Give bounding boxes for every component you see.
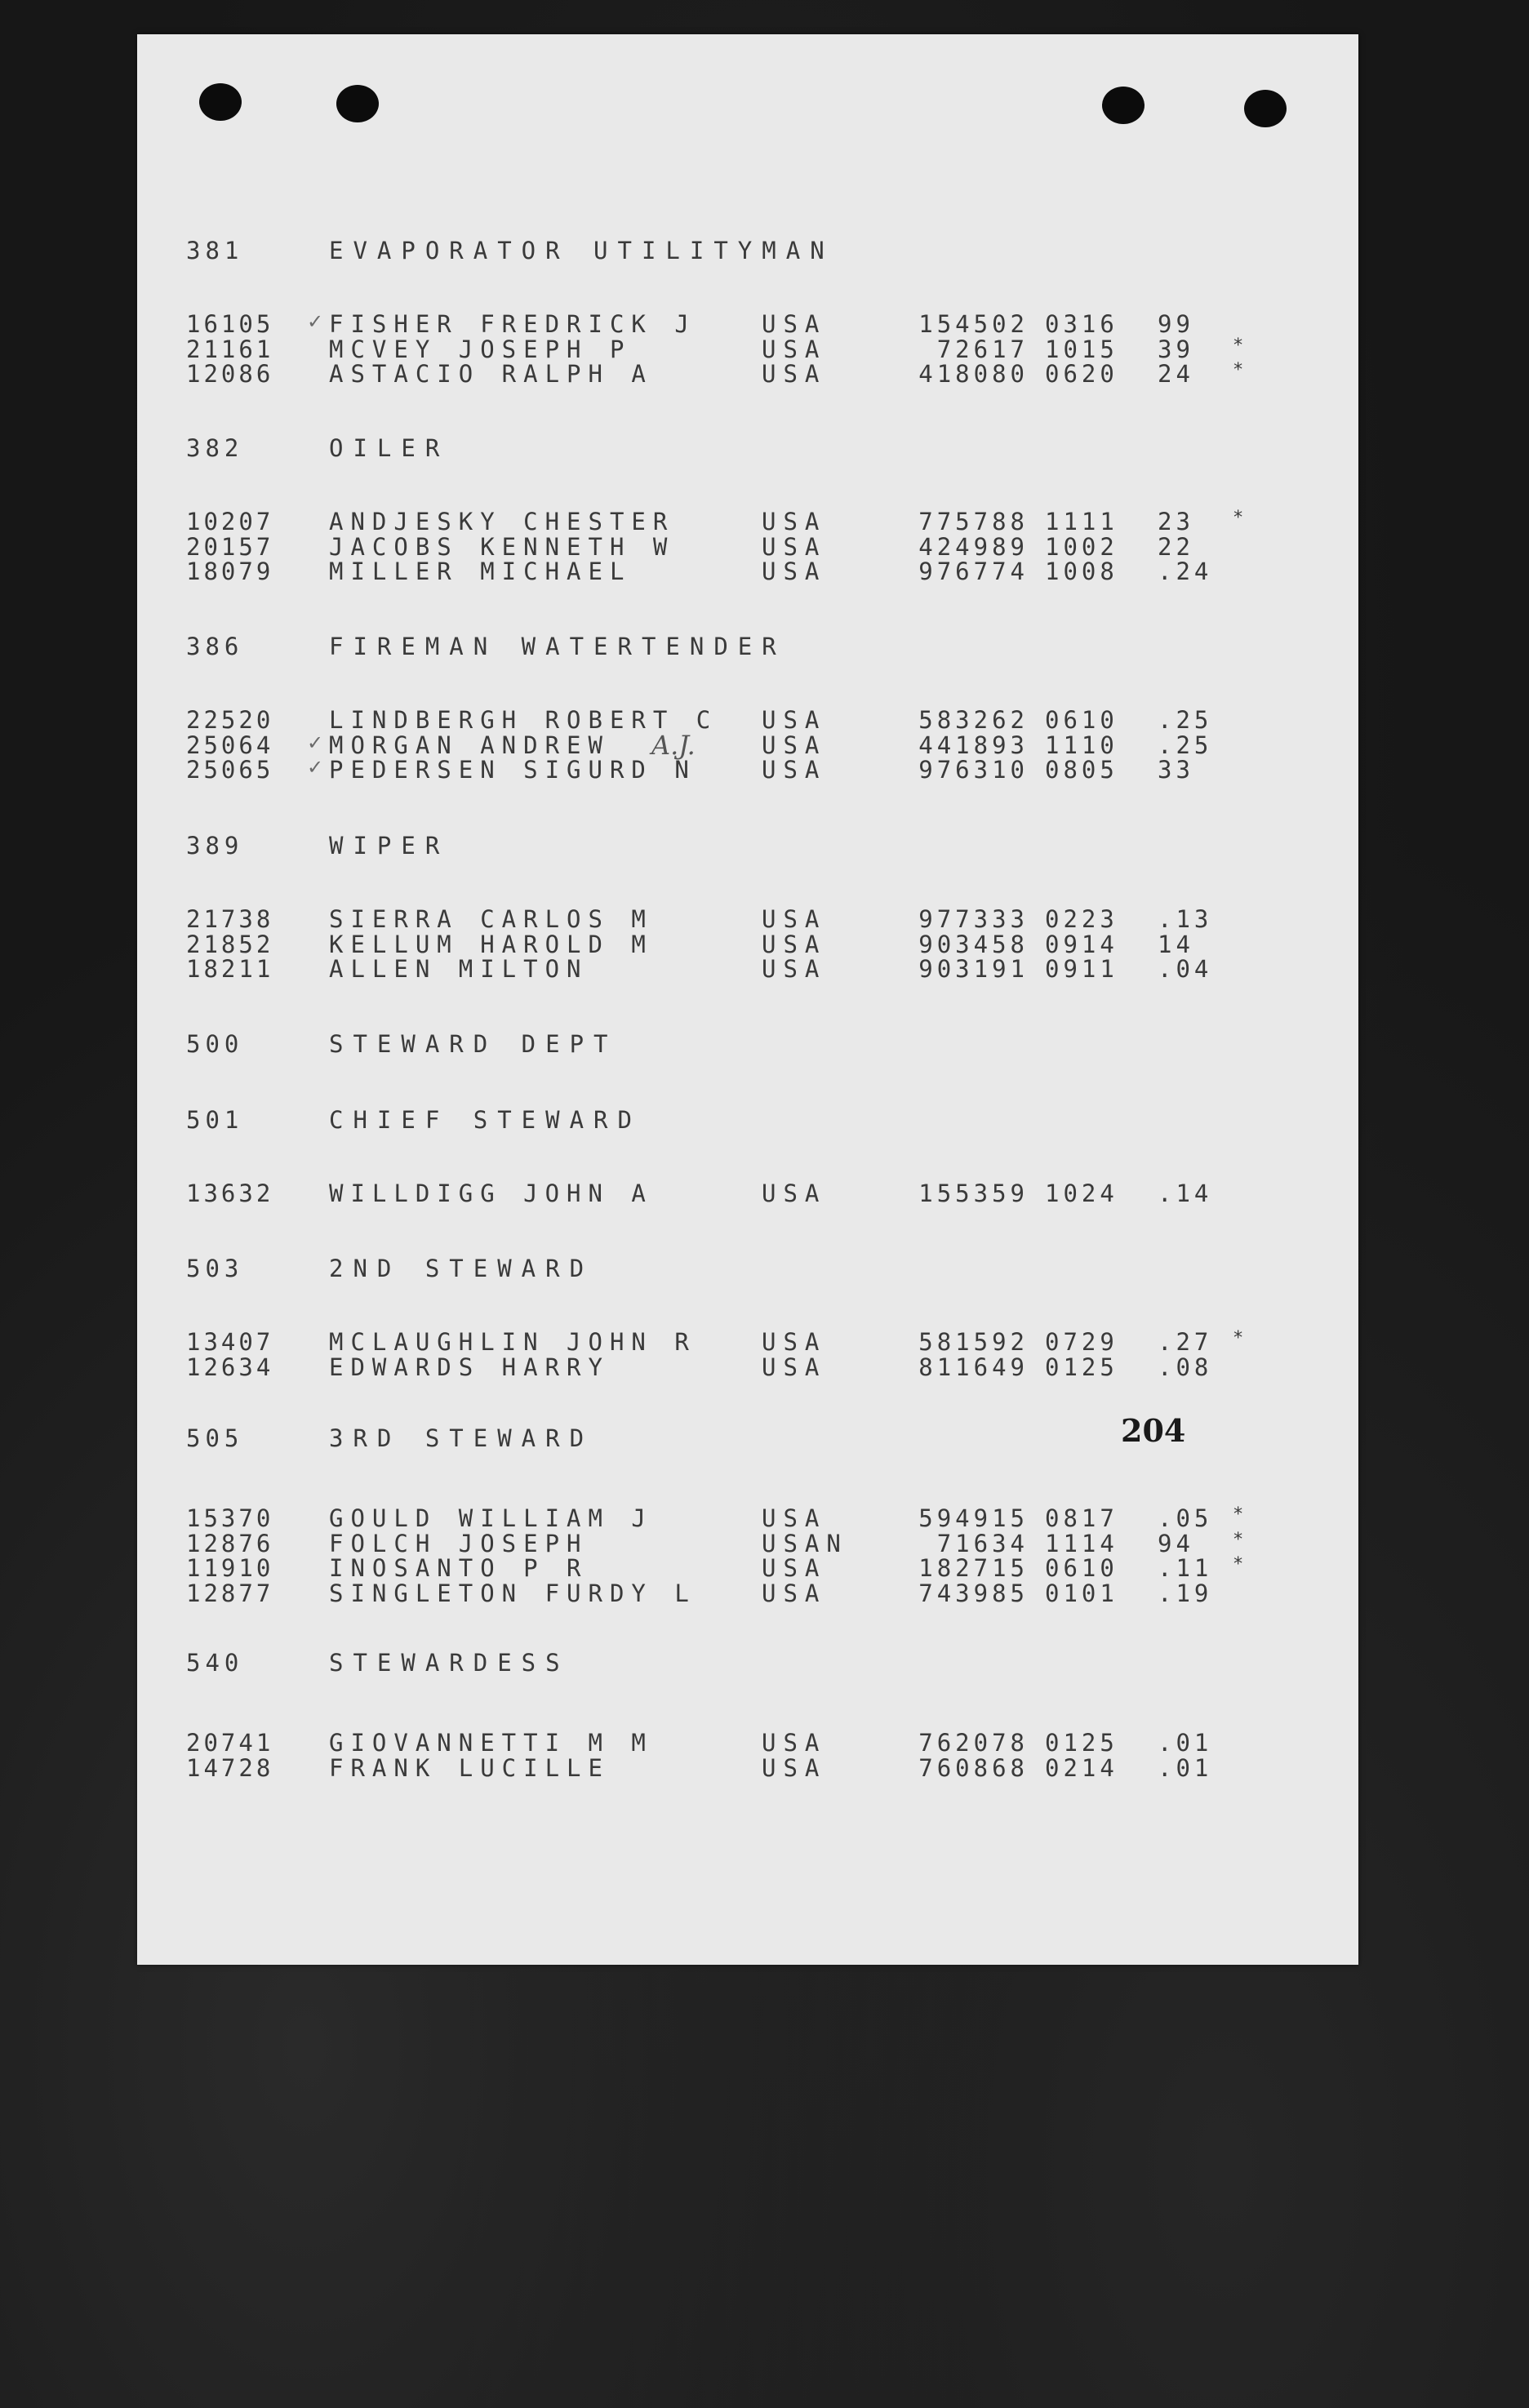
citizenship: USA: [762, 532, 827, 561]
citizenship: USA: [762, 310, 827, 338]
date-code: 1114: [1045, 1529, 1118, 1557]
citizenship: USA: [762, 905, 827, 933]
document-number: 182715: [918, 1554, 1029, 1582]
section-title: 2ND STEWARD: [329, 1255, 594, 1282]
crew-name: FOLCH JOSEPH: [329, 1529, 589, 1557]
crew-name: MORGAN ANDREW: [329, 731, 610, 759]
handwritten-note: A.J.: [651, 730, 696, 761]
crew-name: MILLER MICHAEL: [329, 558, 632, 585]
crew-name: SINGLETON FURDY L: [329, 1579, 696, 1607]
crew-id: 13632: [186, 1180, 274, 1207]
crew-name: ANDJESKY CHESTER: [329, 508, 675, 535]
section-title: WIPER: [329, 832, 450, 860]
section-title: STEWARD DEPT: [329, 1030, 618, 1058]
document-number: 71634: [936, 1529, 1029, 1557]
section-title: STEWARDESS: [329, 1649, 570, 1677]
section-code: 501: [186, 1106, 244, 1134]
citizenship: USA: [762, 1579, 827, 1607]
crew-id: 21738: [186, 905, 274, 933]
date-code: 0610: [1045, 1554, 1118, 1582]
date-code: 0620: [1045, 360, 1118, 388]
document-number: 903191: [918, 955, 1029, 983]
date-code: 0817: [1045, 1504, 1118, 1532]
crew-id: 12876: [186, 1529, 274, 1557]
crew-id: 12634: [186, 1353, 274, 1381]
document-number: 581592: [918, 1328, 1029, 1356]
crew-name: MCLAUGHLIN JOHN R: [329, 1328, 696, 1356]
crew-id: 25065: [186, 756, 274, 784]
crew-name: INOSANTO P R: [329, 1554, 589, 1582]
crew-name: EDWARDS HARRY: [329, 1353, 610, 1381]
date-code: 0214: [1045, 1753, 1118, 1782]
crew-name: GOULD WILLIAM J: [329, 1504, 653, 1532]
document-number: 155359: [918, 1180, 1029, 1207]
section-title: 3RD STEWARD: [329, 1424, 594, 1452]
citizenship: USA: [762, 360, 827, 388]
date-code: 1002: [1045, 532, 1118, 561]
date-code: 0223: [1045, 905, 1118, 933]
asterisk-mark: *: [1233, 1529, 1244, 1550]
document-number: 977333: [918, 905, 1029, 933]
crew-name: ASTACIO RALPH A: [329, 360, 653, 388]
crew-id: 13407: [186, 1328, 274, 1356]
document-number: 743985: [918, 1579, 1029, 1607]
crew-name: ALLEN MILTON: [329, 955, 589, 983]
document-number: 441893: [918, 731, 1029, 759]
check-mark-icon: ✓: [307, 756, 324, 779]
section-code: 381: [186, 237, 244, 264]
citizenship: USA: [762, 1753, 827, 1782]
document-number: 72617: [936, 335, 1029, 363]
date-code: 0125: [1045, 1353, 1118, 1381]
crew-name: GIOVANNETTI M M: [329, 1729, 653, 1757]
document-number: 903458: [918, 930, 1029, 958]
rating-value: 14: [1158, 930, 1194, 958]
crew-name: SIERRA CARLOS M: [329, 905, 653, 933]
section-code: 500: [186, 1030, 244, 1058]
citizenship: USA: [762, 1353, 827, 1381]
date-code: 0316: [1045, 310, 1118, 338]
rating-value: .05: [1158, 1504, 1213, 1532]
asterisk-mark: *: [1233, 1554, 1244, 1575]
rating-value: .08: [1158, 1353, 1213, 1381]
citizenship: USA: [762, 706, 827, 734]
citizenship: USA: [762, 508, 827, 535]
rating-value: 39: [1158, 335, 1194, 363]
typed-document-page: [137, 34, 1358, 1965]
section-title: EVAPORATOR UTILITYMAN: [329, 237, 834, 264]
document-number: 976774: [918, 558, 1029, 585]
check-mark-icon: ✓: [307, 310, 324, 333]
asterisk-mark: *: [1233, 508, 1244, 528]
rating-value: 33: [1158, 756, 1194, 784]
crew-listing: [137, 34, 1358, 1965]
asterisk-mark: *: [1233, 1328, 1244, 1348]
document-number: 583262: [918, 706, 1029, 734]
rating-value: .14: [1158, 1180, 1213, 1207]
date-code: 0610: [1045, 706, 1118, 734]
rating-value: 99: [1158, 310, 1194, 338]
date-code: 1024: [1045, 1180, 1118, 1207]
date-code: 1008: [1045, 558, 1118, 585]
rating-value: .13: [1158, 905, 1213, 933]
crew-id: 20741: [186, 1729, 274, 1757]
document-number: 811649: [918, 1353, 1029, 1381]
citizenship: USA: [762, 756, 827, 784]
crew-id: 10207: [186, 508, 274, 535]
citizenship: USA: [762, 955, 827, 983]
citizenship: USA: [762, 1328, 827, 1356]
crew-name: FISHER FREDRICK J: [329, 310, 696, 338]
crew-id: 12877: [186, 1579, 274, 1607]
rating-value: .01: [1158, 1729, 1213, 1757]
check-mark-icon: ✓: [307, 731, 324, 754]
rating-value: 23: [1158, 508, 1194, 535]
citizenship: USAN: [762, 1529, 848, 1557]
crew-id: 22520: [186, 706, 274, 734]
crew-name: JACOBS KENNETH W: [329, 532, 675, 561]
crew-name: KELLUM HAROLD M: [329, 930, 653, 958]
date-code: 0914: [1045, 930, 1118, 958]
section-title: FIREMAN WATERTENDER: [329, 633, 786, 660]
rating-value: 22: [1158, 532, 1194, 561]
section-title: CHIEF STEWARD: [329, 1106, 642, 1134]
crew-name: WILLDIGG JOHN A: [329, 1180, 653, 1207]
date-code: 0125: [1045, 1729, 1118, 1757]
rating-value: .25: [1158, 731, 1213, 759]
rating-value: .24: [1158, 558, 1213, 585]
section-code: 503: [186, 1255, 244, 1282]
section-code: 505: [186, 1424, 244, 1452]
document-number: 775788: [918, 508, 1029, 535]
crew-name: LINDBERGH ROBERT C: [329, 706, 718, 734]
rating-value: 94: [1158, 1529, 1194, 1557]
asterisk-mark: *: [1233, 335, 1244, 356]
rating-value: .27: [1158, 1328, 1213, 1356]
section-code: 389: [186, 832, 244, 860]
crew-id: 20157: [186, 532, 274, 561]
crew-id: 14728: [186, 1753, 274, 1782]
crew-id: 15370: [186, 1504, 274, 1532]
rating-value: .11: [1158, 1554, 1213, 1582]
crew-name: PEDERSEN SIGURD N: [329, 756, 696, 784]
citizenship: USA: [762, 930, 827, 958]
date-code: 1110: [1045, 731, 1118, 759]
crew-id: 12086: [186, 360, 274, 388]
rating-value: .01: [1158, 1753, 1213, 1782]
crew-id: 16105: [186, 310, 274, 338]
crew-name: FRANK LUCILLE: [329, 1753, 610, 1782]
citizenship: USA: [762, 731, 827, 759]
document-number: 594915: [918, 1504, 1029, 1532]
section-code: 386: [186, 633, 244, 660]
section-title: OILER: [329, 434, 450, 462]
document-number: 760868: [918, 1753, 1029, 1782]
date-code: 1015: [1045, 335, 1118, 363]
citizenship: USA: [762, 1554, 827, 1582]
crew-id: 18079: [186, 558, 274, 585]
crew-id: 21161: [186, 335, 274, 363]
citizenship: USA: [762, 1180, 827, 1207]
rating-value: .19: [1158, 1579, 1213, 1607]
section-code: 382: [186, 434, 244, 462]
page-number-stamp: 204: [1121, 1412, 1186, 1449]
document-number: 976310: [918, 756, 1029, 784]
crew-id: 25064: [186, 731, 274, 759]
citizenship: USA: [762, 1504, 827, 1532]
date-code: 0729: [1045, 1328, 1118, 1356]
crew-id: 21852: [186, 930, 274, 958]
citizenship: USA: [762, 1729, 827, 1757]
asterisk-mark: *: [1233, 1504, 1244, 1525]
citizenship: USA: [762, 335, 827, 363]
date-code: 0101: [1045, 1579, 1118, 1607]
rating-value: .25: [1158, 706, 1213, 734]
asterisk-mark: *: [1233, 360, 1244, 380]
citizenship: USA: [762, 558, 827, 585]
crew-id: 11910: [186, 1554, 274, 1582]
document-number: 418080: [918, 360, 1029, 388]
date-code: 1111: [1045, 508, 1118, 535]
document-number: 762078: [918, 1729, 1029, 1757]
document-number: 154502: [918, 310, 1029, 338]
document-number: 424989: [918, 532, 1029, 561]
section-code: 540: [186, 1649, 244, 1677]
date-code: 0805: [1045, 756, 1118, 784]
crew-id: 18211: [186, 955, 274, 983]
date-code: 0911: [1045, 955, 1118, 983]
rating-value: .04: [1158, 955, 1213, 983]
crew-name: MCVEY JOSEPH P: [329, 335, 632, 363]
rating-value: 24: [1158, 360, 1194, 388]
